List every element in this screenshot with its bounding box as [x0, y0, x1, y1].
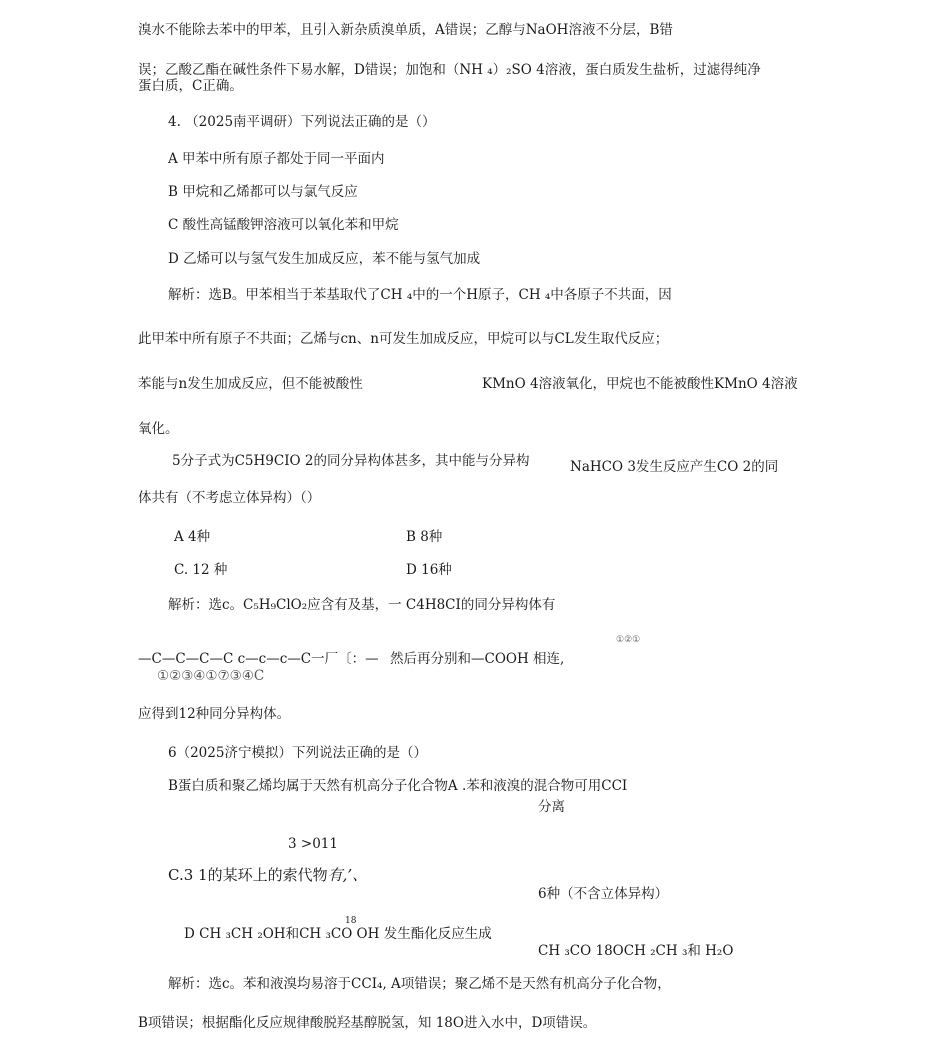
option-c: C 酸性高锰酸钾溶液可以氧化苯和甲烷 [168, 217, 399, 233]
question-6: 6（2025济宁模拟）下列说法正确的是（） [168, 745, 427, 761]
structure-formula: 3 >011 [288, 836, 338, 852]
option-text: 分离 [538, 799, 565, 815]
analysis-text: 解析：选c。苯和液溴均易溶于CCI₄, A项错误；聚乙烯不是天然有机高分子化合物， [168, 976, 671, 992]
analysis-text: 此甲苯中所有原子不共面；乙烯与cn、n可发生加成反应，甲烷可以与CL发生取代反应； [138, 331, 669, 347]
option-b: B蛋白质和聚乙烯均属于天然有机高分子化合物A .苯和液溴的混合物可用CCI [168, 778, 628, 794]
analysis-text: KMnO 4溶液氧化，甲烷也不能被酸性KMnO 4溶液 [482, 376, 798, 392]
question-5: NaHCO 3发生反应产生CO 2的同 [570, 459, 779, 475]
analysis-text: 解析：选B。甲苯相当于苯基取代了CH ₄中的一个H原子，CH ₄中各原子不共面，因 [168, 287, 672, 303]
option-text: 6种（不含立体异构） [538, 886, 669, 902]
option-c-text: C.3 1的某环上的索代物 [168, 866, 328, 884]
analysis-text: B项错误；根据酯化反应规律酸脱羟基醇脱氢，知 18O进入水中，D项错误。 [138, 1015, 597, 1031]
text-line: 蛋白质，C正确。 [138, 78, 243, 94]
analysis-text: 应得到12种同分异构体。 [138, 706, 291, 722]
question-5: 体共有（不考虑立体异构）（） [138, 490, 321, 506]
text-line: 溴水不能除去苯中的甲苯，且引入新杂质溴单质，A错误；乙醇与NaOH溶液不分层，B错 [138, 22, 673, 38]
option-d: D CH ₃CH ₂OH和CH ₃CO OH 发生酯化反应生成 [184, 926, 492, 942]
question-5: 5分子式为C5H9CIO 2的同分异构体甚多，其中能与分异构 [172, 453, 530, 469]
analysis-text: 然后再分别和—COOH 相连, [390, 651, 565, 667]
analysis-text: 苯能与n发生加成反应，但不能被酸性 [138, 376, 363, 392]
question-4: 4. （2025南平调研）下列说法正确的是（） [168, 114, 436, 130]
option-d: D 乙烯可以与氢气发生加成反应，苯不能与氢气加成 [168, 251, 481, 267]
option-b: B 甲烷和乙烯都可以与氯气反应 [168, 184, 358, 200]
structure-formula: —C—C—C—C c—c—c—C一厂〔：— [138, 651, 379, 667]
option-a: A 甲苯中所有原子都处于同一平面内 [168, 151, 385, 167]
isotope-mark: 18 [345, 916, 357, 926]
analysis-text: 氧化。 [138, 421, 179, 437]
option-c [168, 867, 367, 883]
option-a: A 4种 [174, 529, 211, 545]
option-b: B 8种 [406, 529, 443, 545]
text-line: 误；乙酸乙酯在碱性条件下易水解，D错误；加饱和（NH ₄）₂SO 4溶液，蛋白质发生盐析，过滤得纯净 [138, 62, 761, 78]
structure-label: ①②③④①⑦③④C [157, 668, 265, 684]
option-c-italic: 有,’、 [327, 866, 368, 884]
option-d: D 16种 [406, 562, 452, 578]
option-c: C. 12 种 [174, 562, 228, 578]
structure-label: ①②① [616, 635, 641, 645]
option-text: CH ₃CO 18OCH ₂CH ₃和 H₂O [538, 943, 734, 959]
analysis-text: 解析：选c。C₅H₉ClO₂应含有及基，一 C4H8CI的同分异构体有 [168, 597, 556, 613]
